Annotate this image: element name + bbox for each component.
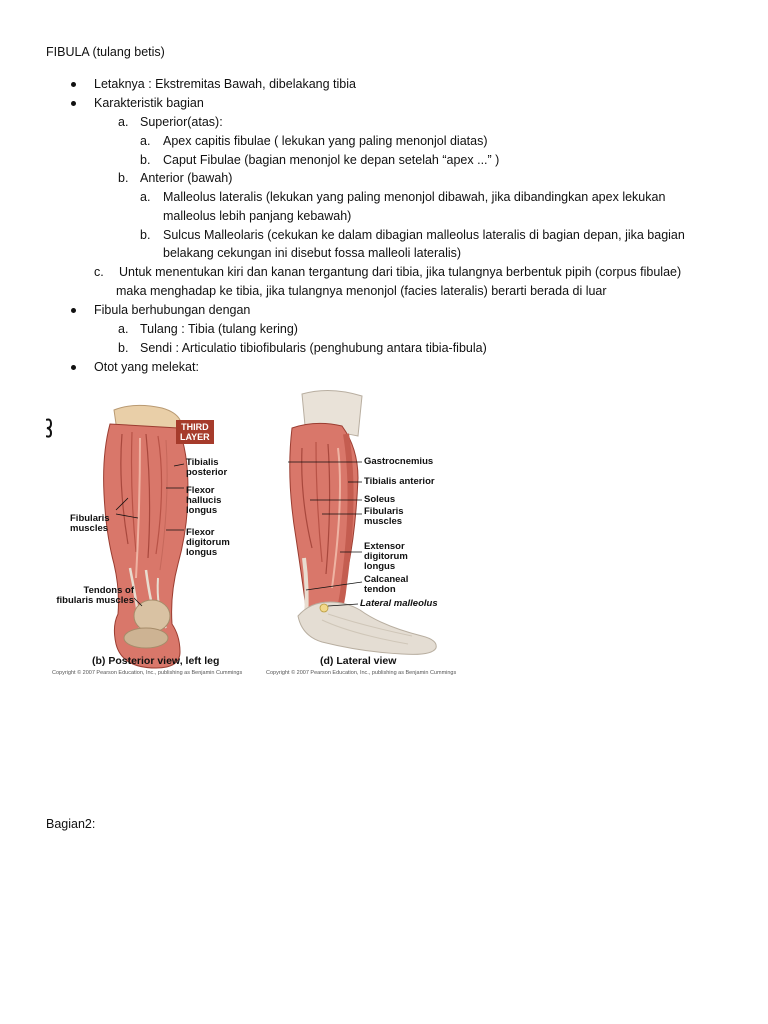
list-item-malleolus-line2: malleolus lebih panjang kebawah) <box>163 209 352 223</box>
figure-posterior-view <box>46 388 243 680</box>
lateral-leg-illustration <box>262 388 462 680</box>
list-item-berhubungan: Fibula berhubungan dengan <box>94 303 251 317</box>
list-marker: b. <box>140 228 151 242</box>
bullet-dot <box>71 82 76 87</box>
label-line: Extensor <box>364 541 405 552</box>
label-fibularis-muscles-lateral <box>364 507 404 527</box>
page-title: FIBULA (tulang betis) <box>46 45 165 59</box>
bullet-dot <box>71 365 76 370</box>
list-marker: b. <box>118 341 129 355</box>
list-item-karakteristik: Karakteristik bagian <box>94 96 204 110</box>
bullet-dot <box>71 308 76 313</box>
list-item-letak: Letaknya : Ekstremitas Bawah, dibelakang tibia <box>94 77 356 91</box>
list-item-anterior: Anterior (bawah) <box>140 171 233 185</box>
label-line: muscles <box>364 516 403 527</box>
section-heading-bagian2: Bagian2: <box>46 817 96 831</box>
badge-line: THIRD <box>181 422 209 432</box>
list-item-sulcus-line1: Sulcus Malleolaris (cekukan ke dalam dibagian malleolus lateralis di bagian depan, jika bagian <box>163 228 685 242</box>
label-tibialis-anterior: Tibialis anterior <box>364 476 435 487</box>
label-line: posterior <box>186 467 228 478</box>
figure-copyright: Copyright © 2007 Pearson Education, Inc., publishing as Benjamin Cummings <box>266 670 457 676</box>
list-item-apex: Apex capitis fibulae ( lekukan yang paling menonjol diatas) <box>163 134 488 148</box>
figure-caption-posterior: (b) Posterior view, left leg <box>92 655 220 667</box>
list-item-sulcus-line2: belakang cekungan ini disebut fossa malleoli lateralis) <box>163 246 462 260</box>
list-item-malleolus-line1: Malleolus lateralis (lekukan yang paling menonjol dibawah, jika dibandingkan apex lekukan <box>163 190 666 204</box>
label-soleus: Soleus <box>364 494 396 505</box>
label-flexor-digitorum <box>186 528 230 558</box>
label-line: fibularis muscles <box>56 595 134 606</box>
label-gastrocnemius: Gastrocnemius <box>364 456 434 467</box>
list-item-c-line2: maka menghadap ke tibia, jika tulangnya menonjol (facies lateralis) berarti berada di luar <box>116 284 607 298</box>
label-flexor-hallucis <box>186 486 221 516</box>
label-line: tendon <box>364 584 396 595</box>
list-marker: a. <box>140 190 151 204</box>
label-line: Fibularis <box>70 513 110 524</box>
label-line: longus <box>186 547 218 558</box>
label-line: Flexor <box>186 485 215 496</box>
list-item-tulang: Tulang : Tibia (tulang kering) <box>140 322 298 336</box>
bullet-dot <box>71 101 76 106</box>
list-item-caput: Caput Fibulae (bagian menonjol ke depan setelah “apex ...” ) <box>163 153 500 167</box>
third-layer-badge <box>176 420 214 444</box>
label-fibularis-muscles <box>70 514 110 534</box>
label-extensor-digitorum <box>364 542 408 572</box>
list-item-c-line1: Untuk menentukan kiri dan kanan tergantung dari tibia, jika tulangnya berbentuk pipih (corpus fibulae) <box>119 265 682 279</box>
label-lateral-malleolus: Lateral malleolus <box>360 598 438 609</box>
label-line: longus <box>364 561 396 572</box>
list-item-sendi: Sendi : Articulatio tibiofibularis (penghubung antara tibia-fibula) <box>140 341 487 355</box>
label-line: Fibularis <box>364 506 404 517</box>
label-line: Calcaneal <box>364 574 409 585</box>
list-marker: a. <box>140 134 151 148</box>
list-item-superior: Superior(atas): <box>140 115 223 129</box>
list-marker: b. <box>118 171 129 185</box>
label-tibialis-posterior <box>186 458 227 478</box>
list-marker: c. <box>94 265 104 279</box>
label-line: Tibialis <box>186 457 219 468</box>
badge-line: LAYER <box>180 432 210 442</box>
label-line: Tendons of <box>83 585 134 596</box>
label-line: hallucis <box>186 495 222 506</box>
label-calcaneal-tendon <box>364 575 408 595</box>
label-line: Flexor <box>186 527 215 538</box>
label-line: longus <box>186 505 218 516</box>
figure-caption-lateral: (d) Lateral view <box>320 655 397 667</box>
label-tendons-fibularis <box>54 586 134 606</box>
figure-lateral-view <box>262 388 462 680</box>
figure-copyright: Copyright © 2007 Pearson Education, Inc., publishing as Benjamin Cummings <box>52 670 243 676</box>
list-marker: a. <box>118 322 129 336</box>
list-item-otot: Otot yang melekat: <box>94 360 199 374</box>
label-line: muscles <box>70 523 109 534</box>
list-marker: a. <box>118 115 129 129</box>
label-line: digitorum <box>186 537 230 548</box>
list-marker: b. <box>140 153 151 167</box>
label-line: digitorum <box>364 551 408 562</box>
